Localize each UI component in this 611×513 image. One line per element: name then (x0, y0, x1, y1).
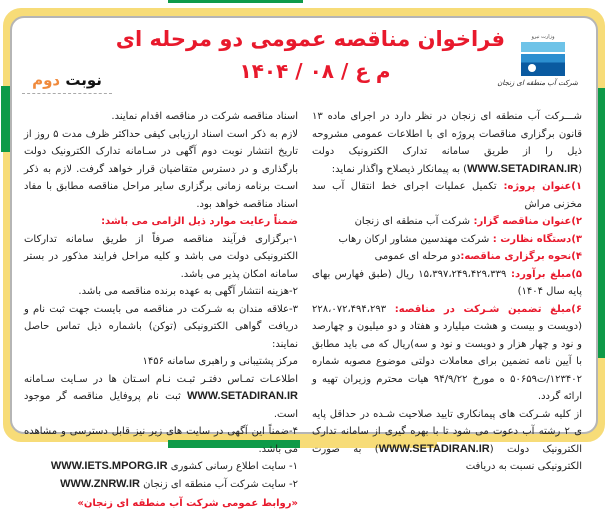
paragraph: لازم به ذکر است اسناد ارزیابی کیفی حداکثر ظرف مدت ۵ روز از تاریخ انتشار نوبت دوم آگهی در سـامانه تدارک الکترونیک دولت بارگذاری و در دسترس متقاضیان قرار خواهد گرفت. لازم به ذکر اسـت برنامه زمانی برگزاری سایر مراحل مناقصه مطابق با مفاد اسناد مناقصه خواهد بود. (24, 128, 298, 210)
notice-item: ۲-هزینه انتشار آگهی به عهده برنده مناقصه می باشد. (78, 286, 298, 297)
company-logo (497, 34, 578, 100)
list-item: ۶)مبلغ تضمین شـرکت در مناقصه: ۲۲۸،۰۷۲،۴۹۴،۲۹۳ (دویست و بیست و هشت میلیارد و هفتاد و دو میلیون و چهارصد و نود و چهار هزار و دویست و نود و سه)ریال که می باید مطابق با آیین نامه تضمین برای معاملات دولتی موضوع مصوبه شماره ۱۲۳۴۰۲/ت۵۰۶۵۹ ه مورخ ۹۴/۹/۲۲ هیات محترم وزیران تهیه و ارائه گردد. (312, 303, 582, 402)
setadiran-link[interactable]: WWW.SETADIRAN.IR (186, 390, 298, 402)
notice-item: ۱-برگزاری فرآیند مناقصه صرفاً از طریق سامانه تدارکات الکترونیکی دولت می باشد و کلیه مراحل فرایند مذکور در بستر سامانه امکان پذیر می باشد. (24, 233, 298, 280)
paragraph: اسناد مناقصه شرکت در مناقصه اقدام نمایند. (111, 111, 298, 122)
left-column (24, 108, 298, 513)
water-logo-icon (521, 42, 565, 76)
contact-paragraph: اطلاعـات تمـاس دفتـر ثبـت نـام اسـتان ها در سـایت سـامانه WWW.SETADIRAN.IR ثبت نام پروفایل مناقصه گر موجود است. (24, 373, 298, 420)
iets-link[interactable]: WWW.IETS.MPORG.IR (50, 460, 168, 472)
logo-name: شرکت آب منطقه ای زنجان (497, 79, 578, 87)
ad-title: فراخوان مناقصه عمومی دو مرحله ای (115, 27, 505, 51)
signature: «روابط عمومی شرکت آب منطقه ای زنجان» (77, 498, 298, 509)
support-line: مرکز پشتیبانی و راهبری سامانه ۱۴۵۶ (142, 356, 298, 367)
decor-bar (168, 0, 303, 3)
tender-number: م ع / ۰۸ / ۱۴۰۴ (239, 59, 391, 83)
notice-heading: ضمناً رعایت موارد ذیل الزامی می باشد: (101, 216, 298, 227)
list-item: ۲)عنوان مناقصه گزار: شرکت آب منطقه ای زنجان (354, 216, 582, 227)
notice-item: ۴-ضمناً این آگهی در سایت های زیر نیز قابل دسترسی و مشاهده می باشد. (24, 426, 298, 455)
znrw-link[interactable]: WWW.ZNRW.IR (60, 477, 140, 490)
right-column (312, 108, 582, 476)
logo-tagline: وزارت نیرو (531, 34, 555, 40)
intro-paragraph: شـــرکت آب منطقه ای زنجان در نظر دارد در اجرای ماده ۱۳ قانون برگزاری مناقصات پروژه ای با اطلاعات عمومی مشروحه ذیل را از طریق سامانه تدارک الکترونیک دولت (WWW.SETADIRAN.IR) به پیمانکار ذیصلاح واگذار نماید: (312, 111, 582, 175)
site-item: ۱- سایت اطلاع رسانی کشوری WWW.IETS.MPORG.IR (50, 460, 298, 472)
site-item: ۲- سایت شرکت آب منطقه ای زنجان WWW.ZNRW.IR (60, 477, 298, 490)
list-item: ۳)دستگاه نظارت : شرکت مهندسین مشاور ارکان رهاب (338, 233, 582, 245)
list-item: ۴)نحوه برگزاری مناقصه:دو مرحله ای عمومی (374, 251, 582, 262)
invite-paragraph: از کلیه شـرکت های پیمانکاری تایید صلاحیت شـده در حداقل پایه ی ۲ رشته آب دعوت می شود تا با بهره گیری از سامانه تدارک الکترونیک دولت (WWW.SETADIRAN.IR) به صورت الکترونیکی نسبت به دریافت (312, 408, 582, 472)
edition-badge: نوبت دوم (22, 70, 112, 94)
list-item: ۱)عنوان پروژه: تکمیل عملیات اجرای خط انتقال آب سد مخزنی مراش (312, 181, 582, 210)
setadiran-link[interactable]: WWW.SETADIRAN.IR (467, 162, 579, 175)
notice-item: ۳-علاقه مندان به شـرکت در مناقصه می بایست جهت ثبت نام و دریافت گواهی الکترونیکی (توکن) باشماره ذیل تماس حاصل نمایند: (24, 303, 298, 350)
setadiran-link[interactable]: WWW.SETADIRAN.IR (378, 442, 490, 455)
list-item: ۵)مبلغ برآورد: ۱۵،۳۹۷،۲۴۹،۴۲۹،۳۳۹ ریال (طبق فهارس بهای پایه سال ۱۴۰۴) (312, 268, 582, 297)
